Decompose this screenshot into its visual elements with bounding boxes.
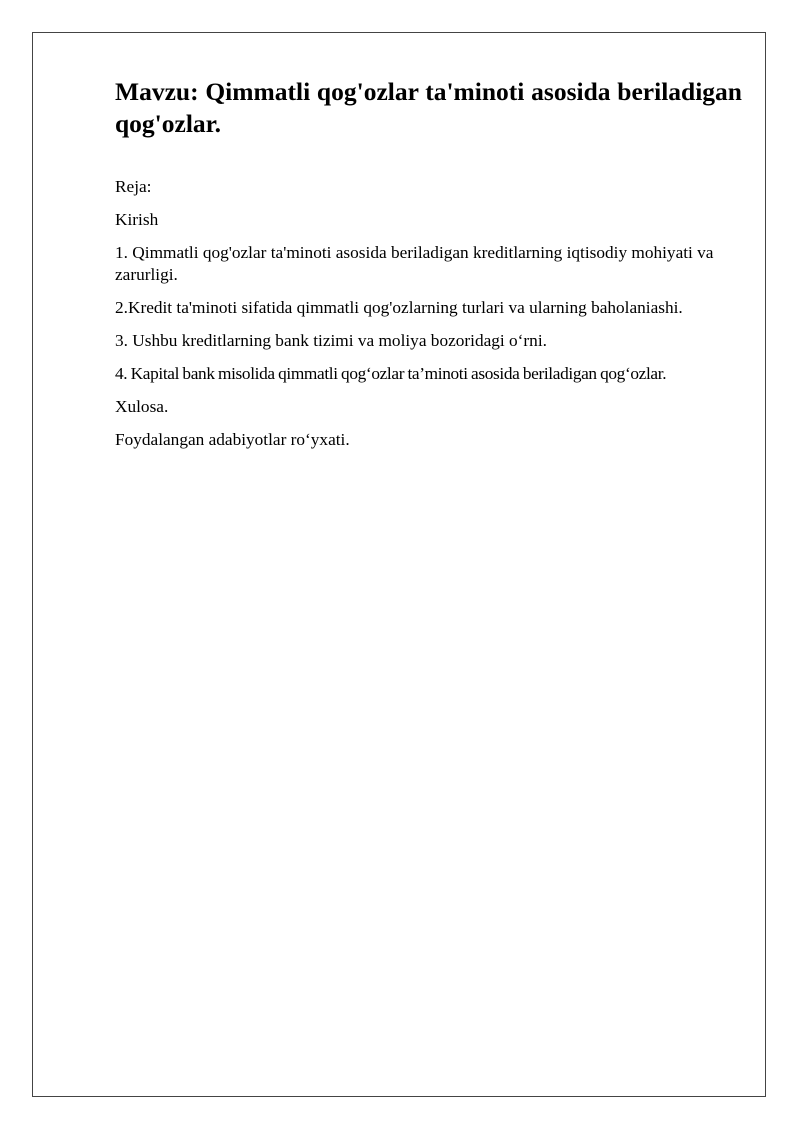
- document-title: Mavzu: Qimmatli qog'ozlar ta'minoti asosida beriladigan qog'ozlar.: [115, 77, 742, 138]
- plan-item-4: 4. Kapital bank misolida qimmatli qog‘ozlar ta’minoti asosida beriladigan qog‘ozlar.: [115, 364, 667, 383]
- plan-item-1: 1. Qimmatli qog'ozlar ta'minoti asosida beriladigan kreditlarning iqtisodiy mohiyati va zarurligi.: [115, 243, 714, 284]
- plan-item-conclusion: Xulosa.: [115, 397, 169, 416]
- plan-item-3: 3. Ushbu kreditlarning bank tizimi va moliya bozoridagi o‘rni.: [115, 331, 547, 350]
- plan-label: Reja:: [115, 177, 152, 196]
- plan-item-introduction: Kirish: [115, 210, 159, 229]
- document-body: [115, 76, 742, 462]
- plan-item-references: Foydalangan adabiyotlar ro‘yxati.: [115, 430, 350, 449]
- plan-item-2: 2.Kredit ta'minoti sifatida qimmatli qog'ozlarning turlari va ularning baholaniashi.: [115, 298, 683, 317]
